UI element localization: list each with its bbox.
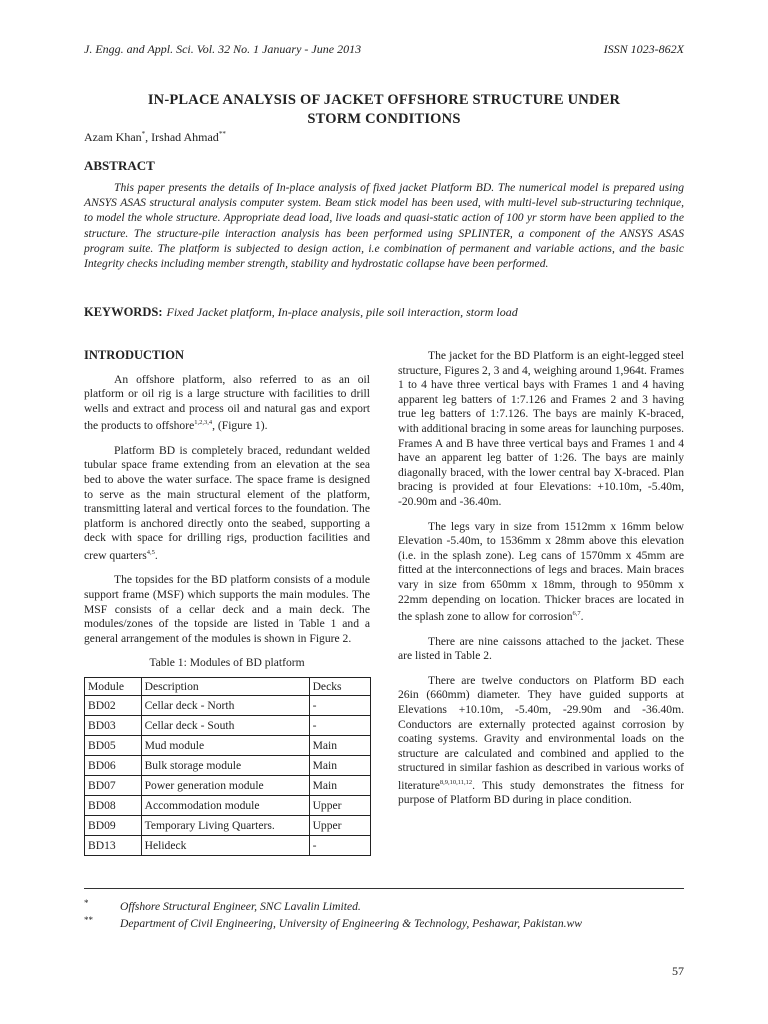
- table-row: [85, 736, 371, 756]
- journal-citation: J. Engg. and Appl. Sci. Vol. 32 No. 1 January - June 2013: [84, 42, 362, 56]
- author-separator: ,: [145, 130, 152, 144]
- table-cell: Upper: [309, 796, 370, 816]
- table-cell: BD06: [85, 756, 142, 776]
- issn: ISSN 1023-862X: [603, 42, 684, 56]
- abstract-text: This paper presents the details of In-place analysis of fixed jacket Platform BD. The numerical model is prepared using ANSYS ASAS structural analysis computer system. Beam stick model has been used, with multi-level sub-structuring technique, to model the whole structure. Appropriate dead load, live loads and quasi-static action of 100 yr storm have been applied to the structure. The structure-pile interaction analysis has been performed using SPLINTER, a component of the ANSYS ASAS program suite. The platform is subjected to design action, i.e combination of permanent and variable actions, and the basic Integrity checks including member strength, stability and hydrostatic collapse have been performed.: [84, 181, 684, 271]
- table-cell: BD07: [85, 776, 142, 796]
- table-header-cell: Decks: [309, 678, 370, 696]
- table-cell: Main: [309, 756, 370, 776]
- intro-p2-refs: 4,5: [146, 548, 155, 556]
- footnote-text: Department of Civil Engineering, University of Engineering & Technology, Peshawar, Pakistan.ww: [120, 917, 582, 930]
- keywords: [84, 305, 684, 320]
- intro-paragraph-2: [84, 444, 370, 564]
- table-cell: BD08: [85, 796, 142, 816]
- body-p2-tail: .: [580, 609, 584, 623]
- table-cell: Accommodation module: [141, 796, 309, 816]
- intro-p1-tail: , (Figure 1).: [212, 419, 268, 433]
- intro-p2-tail: .: [154, 548, 158, 562]
- body-p4-text: There are twelve conductors on Platform BD each 26in (660mm) diameter. They have guided supports at Elevations +10.10m, -5.40m, -29.90m and -36.40m. Conductors are externally protected against corrosion by coating systems. Gravity and environmental loads on the structure are calculated and combined and applied to the structured in similar fashion as described in various works of literature: [398, 673, 684, 792]
- intro-paragraph-1: [84, 373, 370, 434]
- table-cell: -: [309, 836, 370, 856]
- table-cell: -: [309, 696, 370, 716]
- table-cell: Mud module: [141, 736, 309, 756]
- author-2: Irshad Ahmad: [151, 130, 219, 144]
- table-cell: BD05: [85, 736, 142, 756]
- body-p4-tail: . This study demonstrates the fitness for purpose of Platform BD during in place condition.: [398, 778, 684, 807]
- table-row: [85, 776, 371, 796]
- footnote: [84, 917, 684, 934]
- author-1: Azam Khan: [84, 130, 142, 144]
- table-header-cell: Description: [141, 678, 309, 696]
- table-row: [85, 696, 371, 716]
- table-cell: Cellar deck - South: [141, 716, 309, 736]
- table-header-row: [85, 678, 371, 696]
- table-cell: Main: [309, 736, 370, 756]
- intro-p1-text: An offshore platform, also referred to as an oil platform or oil rig is a large structure with facilities to drill wells and extract and process oil and natural gas and export the products to offshore: [84, 372, 370, 433]
- introduction-heading: INTRODUCTION: [84, 348, 185, 362]
- intro-p2-text: Platform BD is completely braced, redundant welded tubular space frame extending from an elevation at the sea bed to above the water surface. The space frame is designed to serve as the main structural element of the platform, transmitting lateral and vertical forces to the foundation. The platform is anchored directly onto the seabed, supporting a deck with space for drilling rigs, production facilities and crew quarters: [84, 443, 370, 562]
- table-row: [85, 716, 371, 736]
- page-number: 57: [672, 964, 684, 978]
- body-paragraph-2: [398, 520, 684, 625]
- paper-title: [84, 91, 684, 129]
- table-cell: BD13: [85, 836, 142, 856]
- table-cell: Temporary Living Quarters.: [141, 816, 309, 836]
- footnote: [84, 900, 684, 917]
- table-row: [85, 756, 371, 776]
- keywords-text: Fixed Jacket platform, In-place analysis, pile soil interaction, storm load: [166, 305, 518, 319]
- table-cell: Upper: [309, 816, 370, 836]
- table-caption: Table 1: Modules of BD platform: [149, 656, 305, 670]
- body-p4-refs: 8,9,10,11,12: [439, 778, 473, 786]
- body-p2-refs: 6,7: [572, 610, 581, 618]
- body-paragraph-1: The jacket for the BD Platform is an eight-legged steel structure, Figures 2, 3 and 4, weighing around 1,964t. Frames 1 to 4 have three vertical bays with Frames 1 and 4 having apparent leg batters of 1:7.126 and Frames 2 and 3 having true leg batters of 1:7.126. The bays are mainly K-braced, with additional bracing in some areas for launching purposes. Frames A and B have three vertical bays and Frames 1 and 4 have an apparent leg batter of 1:26. The bays are mainly diagonally braced, with the lower central bay X-braced. Plan bracing is provided at four Elevations: +10.10m, -5.40m, -20.90m and -36.40m.: [398, 349, 684, 508]
- table-cell: BD02: [85, 696, 142, 716]
- modules-table: [84, 677, 371, 856]
- table-row: [85, 816, 371, 836]
- table-cell: Main: [309, 776, 370, 796]
- body-paragraph-3: There are nine caissons attached to the jacket. These are listed in Table 2.: [398, 634, 684, 663]
- abstract-heading: ABSTRACT: [84, 158, 155, 173]
- footnotes: [84, 900, 684, 934]
- right-column: [398, 349, 684, 818]
- body-paragraph-4: [398, 674, 684, 808]
- table-cell: Bulk storage module: [141, 756, 309, 776]
- left-column: [84, 348, 370, 856]
- footnote-divider: [84, 888, 684, 889]
- table-cell: Cellar deck - North: [141, 696, 309, 716]
- body-p2-text: The legs vary in size from 1512mm x 16mm below Elevation -5.40m, to 1536mm x 28mm above this elevation (i.e. in the splash zone). Leg cans of 1570mm x 45mm are fitted at the interconnections of legs and braces. Main braces vary in size from 650mm x 18mm, through to 950mm x 22mm depending on location. Thicker braces are located in the splash zone to allow for corrosion: [398, 519, 684, 623]
- table-cell: Power generation module: [141, 776, 309, 796]
- table-cell: -: [309, 716, 370, 736]
- table-row: [85, 836, 371, 856]
- table-cell: Helideck: [141, 836, 309, 856]
- footnote-mark: *: [84, 898, 89, 908]
- table-cell: BD09: [85, 816, 142, 836]
- table-row: [85, 796, 371, 816]
- footnote-mark: **: [84, 915, 93, 925]
- author-list: [84, 130, 226, 145]
- title-line-2: STORM CONDITIONS: [307, 111, 461, 127]
- table-header-cell: Module: [85, 678, 142, 696]
- author-2-mark: **: [218, 130, 226, 138]
- footnote-text: Offshore Structural Engineer, SNC Lavalin Limited.: [120, 900, 361, 913]
- keywords-label: KEYWORDS:: [84, 305, 163, 319]
- title-line-1: IN-PLACE ANALYSIS OF JACKET OFFSHORE STRUCTURE UNDER: [147, 92, 621, 108]
- author-1-mark: *: [141, 130, 146, 138]
- intro-p1-refs: 1,2,3,4: [194, 419, 213, 427]
- table-cell: BD03: [85, 716, 142, 736]
- intro-paragraph-3: The topsides for the BD platform consists of a module support frame (MSF) which supports the main modules. The MSF consists of a cellar deck and a main deck. The modules/zones of the topside are listed in Table 1 and a general arrangement of the modules is shown in Figure 2.: [84, 573, 370, 645]
